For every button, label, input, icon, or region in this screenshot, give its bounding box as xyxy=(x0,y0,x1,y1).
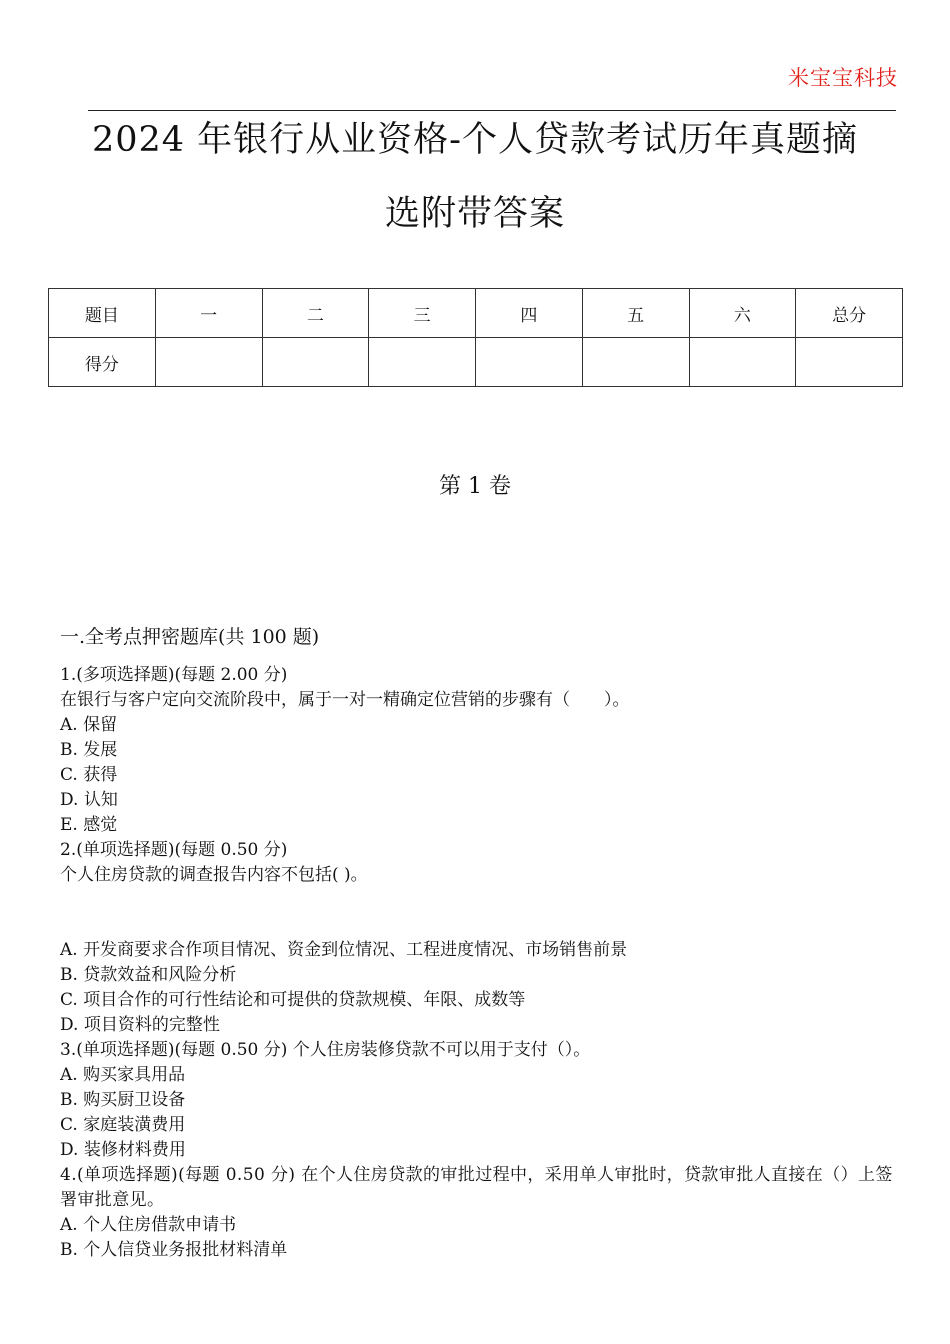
option: C. 家庭装潢费用 xyxy=(60,1115,186,1135)
option: D. 认知 xyxy=(60,790,118,810)
option: B. 贷款效益和风险分析 xyxy=(60,965,237,985)
option: C. 获得 xyxy=(60,765,118,785)
score-table-score-row xyxy=(49,338,903,387)
document-title-line1: 2024 年银行从业资格-个人贷款考试历年真题摘 xyxy=(91,120,859,160)
score-table-header-row xyxy=(49,289,903,338)
document-title-line2: 选附带答案 xyxy=(384,194,565,234)
option: A. 购买家具用品 xyxy=(60,1065,186,1085)
score-table xyxy=(48,288,903,387)
option: B. 发展 xyxy=(60,740,118,760)
score-input-cell xyxy=(155,338,262,387)
score-table-cell: 总分 xyxy=(796,289,903,338)
score-table-cell: 四 xyxy=(476,289,583,338)
option: C. 项目合作的可行性结论和可提供的贷款规模、年限、成数等 xyxy=(60,990,526,1010)
option: A. 保留 xyxy=(60,715,118,735)
question-stem: 个人住房贷款的调查报告内容不包括( )。 xyxy=(60,865,368,885)
score-input-cell xyxy=(582,338,689,387)
score-table-cell: 一 xyxy=(155,289,262,338)
score-table-cell: 六 xyxy=(689,289,796,338)
score-table-cell: 得分 xyxy=(49,338,156,387)
option: A. 个人住房借款申请书 xyxy=(60,1215,237,1235)
question-head: 1.(多项选择题)(每题 2.00 分) xyxy=(60,665,288,685)
question-head: 4.(单项选择题)(每题 0.50 分) 在个人住房贷款的审批过程中，采用单人审批时，贷款审批人直接在（）上签署审批意见。 xyxy=(60,1165,893,1210)
option: D. 装修材料费用 xyxy=(60,1140,186,1160)
question-list xyxy=(60,663,900,1263)
option: B. 个人信贷业务报批材料清单 xyxy=(60,1240,288,1260)
score-table-cell: 题目 xyxy=(49,289,156,338)
score-table-cell: 二 xyxy=(262,289,369,338)
question-head: 2.(单项选择题)(每题 0.50 分) xyxy=(60,840,288,860)
score-input-cell xyxy=(262,338,369,387)
option: B. 购买厨卫设备 xyxy=(60,1090,186,1110)
question-head: 3.(单项选择题)(每题 0.50 分) 个人住房装修贷款不可以用于支付（）。 xyxy=(60,1040,591,1060)
option: E. 感觉 xyxy=(60,815,118,835)
section-title: 一.全考点押密题库(共 100 题) xyxy=(60,626,320,648)
question-stem: 在银行与客户定向交流阶段中，属于一对一精确定位营销的步骤有（ ）。 xyxy=(60,690,630,710)
score-input-cell xyxy=(796,338,903,387)
header-rule xyxy=(88,110,896,111)
blank-gap xyxy=(60,888,900,938)
volume-heading: 第 1 卷 xyxy=(439,474,511,499)
option: D. 项目资料的完整性 xyxy=(60,1015,220,1035)
brand-name: 米宝宝科技 xyxy=(788,66,898,90)
option: A. 开发商要求合作项目情况、资金到位情况、工程进度情况、市场销售前景 xyxy=(60,940,628,960)
score-table-cell: 三 xyxy=(369,289,476,338)
score-input-cell xyxy=(689,338,796,387)
score-table-cell: 五 xyxy=(582,289,689,338)
score-input-cell xyxy=(369,338,476,387)
score-input-cell xyxy=(476,338,583,387)
